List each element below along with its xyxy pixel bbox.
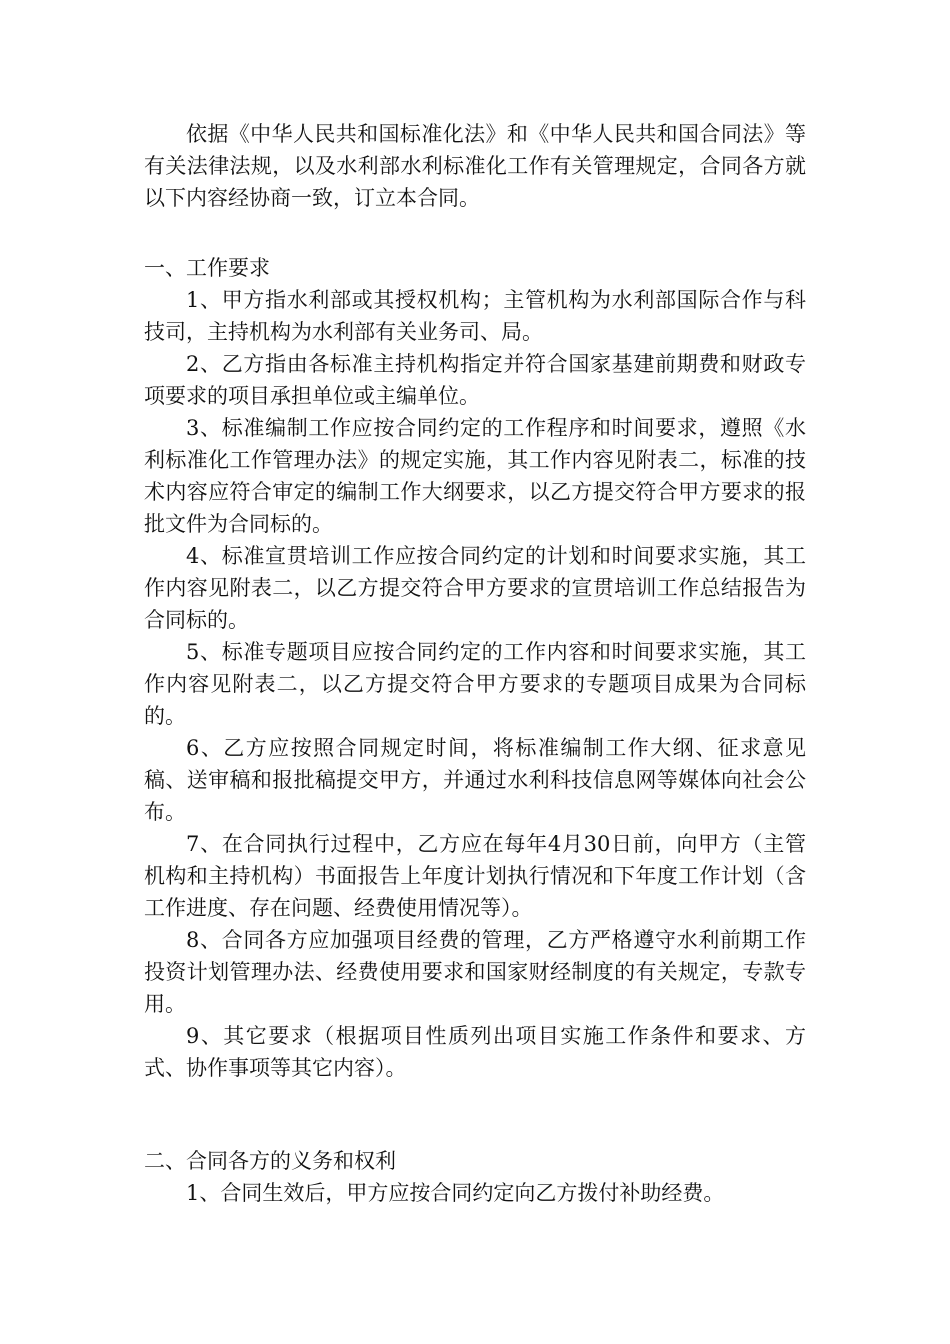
section-heading: 一、工作要求: [144, 256, 270, 280]
list-item: 2、乙方指由各标准主持机构指定并符合国家基建前期费和财政专项要求的项目承担单位或主编单位。: [144, 352, 806, 408]
list-item: 6、乙方应按照合同规定时间，将标准编制工作大纲、征求意见稿、送审稿和报批稿提交甲方，并通过水利科技信息网等媒体向社会公布。: [144, 736, 806, 824]
section-heading: 二、合同各方的义务和权利: [144, 1149, 396, 1173]
list-item: 4、标准宣贯培训工作应按合同约定的计划和时间要求实施，其工作内容见附表二，以乙方提交符合甲方要求的宣贯培训工作总结报告为合同标的。: [144, 544, 806, 632]
intro-section: [144, 118, 806, 214]
list-item: 7、在合同执行过程中，乙方应在每年4月30日前，向甲方（主管机构和主持机构）书面报告上年度计划执行情况和下年度工作计划（含工作进度、存在问题、经费使用情况等）。: [144, 832, 806, 920]
list-item: 1、甲方指水利部或其授权机构；主管机构为水利部国际合作与科技司，主持机构为水利部有关业务司、局。: [144, 288, 806, 344]
list-item: 3、标准编制工作应按合同约定的工作程序和时间要求，遵照《水利标准化工作管理办法》的规定实施，其工作内容见附表二，标准的技术内容应符合审定的编制工作大纲要求，以乙方提交符合甲方要求的报批文件为合同标的。: [144, 416, 806, 536]
intro-paragraph: 依据《中华人民共和国标准化法》和《中华人民共和国合同法》等有关法律法规，以及水利部水利标准化工作有关管理规定，合同各方就以下内容经协商一致，订立本合同。: [144, 122, 806, 210]
section-work-requirements: [144, 252, 806, 1084]
section-obligations-rights: [144, 1145, 806, 1209]
list-item: 8、合同各方应加强项目经费的管理，乙方严格遵守水利前期工作投资计划管理办法、经费使用要求和国家财经制度的有关规定，专款专用。: [144, 928, 806, 1016]
list-item: 9、其它要求（根据项目性质列出项目实施工作条件和要求、方式、协作事项等其它内容）。: [144, 1024, 806, 1080]
list-item: 1、合同生效后，甲方应按合同约定向乙方拨付补助经费。: [186, 1181, 725, 1205]
list-item: 5、标准专题项目应按合同约定的工作内容和时间要求实施，其工作内容见附表二，以乙方提交符合甲方要求的专题项目成果为合同标的。: [144, 640, 806, 728]
